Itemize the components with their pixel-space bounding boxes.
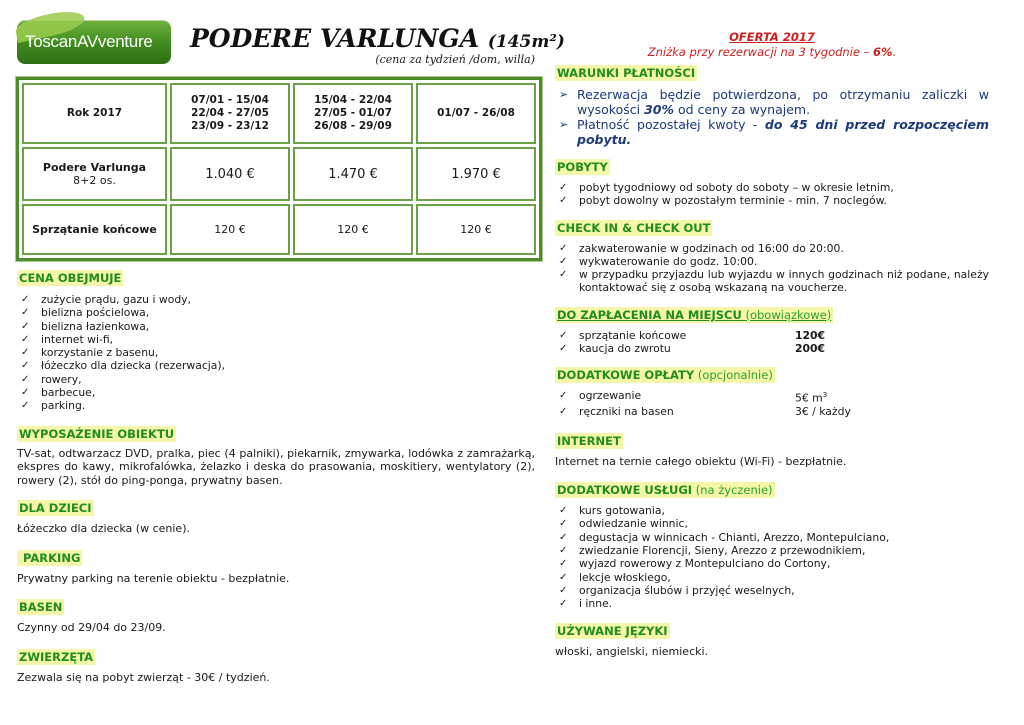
heading-paren: (na życzenie) (692, 483, 773, 498)
section-heading: BASEN (19, 600, 63, 615)
section-text: TV-sat, odtwarzacz DVD, pralka, piec (4 palniki), piekarnik, zmywarka, lodówka z zamrażarką, ekspres do kawy, mikrofalówka, żelazko i deska do prasowania, moskitiery, wentylatory (2), rowery (2), stół do ping-ponga, prywatny basen. (17, 446, 535, 487)
page-title (190, 24, 565, 53)
section-heading: WARUNKI PŁATNOŚCI (557, 66, 696, 80)
section-dzieci (17, 500, 535, 536)
price-table (16, 77, 542, 261)
list-item: ✓ zakwaterowanie w godzinach od 16:00 do 20:00. (555, 242, 989, 255)
section-miejscu (555, 307, 989, 356)
section-heading: DLA DZIECI (19, 501, 92, 516)
property-name: PODERE VARLUNGA (190, 24, 480, 53)
list-item: ✓ zużycie prądu, gazu i wody, (17, 293, 535, 306)
table-header-period-3: 01/07 - 26/08 (416, 83, 536, 144)
section-parking (17, 550, 535, 586)
item-text: Płatność pozostałej kwoty - (577, 117, 765, 132)
left-column (17, 270, 535, 684)
item-value: 120€ (795, 328, 826, 342)
table-cell: 1.970 € (416, 147, 536, 200)
item-label: ✓ sprzątanie końcowe (579, 328, 687, 342)
section-zwierzeta (17, 649, 535, 685)
offer-percent: 6% (873, 45, 893, 59)
logo-text: ToscanAVventure (25, 32, 153, 51)
included-list (17, 293, 535, 413)
page-subtitle: (cena za tydzień /dom, willa) (375, 53, 535, 66)
section-internet (555, 433, 989, 469)
section-text: Czynny od 29/04 do 23/09. (17, 621, 166, 635)
item-text: od ceny za wynajem. (673, 102, 811, 117)
table-cell: 120 € (170, 204, 290, 255)
list-item: ✓ w przypadku przyjazdu lub wyjazdu w innych godzinach niż podane, należy kontaktować się z osobą wskazaną na voucherze. (555, 268, 989, 295)
list-item: ✓ pobyt dowolny w pozostałym terminie - min. 7 noclegów. (555, 194, 989, 207)
row-label-name: Podere Varlunga (42, 161, 147, 175)
section-warunki (555, 65, 989, 147)
item-text: Rezerwacja będzie potwierdzona, po otrzymaniu zaliczki w wysokości (577, 87, 989, 117)
property-area: (145m²) (487, 32, 565, 52)
list-item (555, 405, 989, 418)
item-value: 200€ (795, 342, 826, 356)
onsite-list (555, 329, 989, 356)
section-heading: PARKING (19, 550, 81, 565)
table-row-label: Sprzątanie końcowe (22, 204, 167, 255)
offer-end: . (892, 45, 897, 59)
section-wyposazenie (17, 426, 535, 488)
section-oplaty (555, 367, 989, 418)
section-check (555, 220, 989, 295)
section-heading: ZWIERZĘTA (19, 649, 94, 664)
list-item: ✓ lekcje włoskiego, (555, 571, 989, 584)
section-text: Prywatny parking na terenie obiektu - bezpłatnie. (17, 571, 290, 585)
item-value (795, 389, 827, 405)
heading-text: DODATKOWE OPŁATY (557, 368, 695, 383)
section-heading: WYPOSAŻENIE OBIEKTU (19, 426, 175, 441)
list-item: ✓ wyjazd rowerowy z Montepulciano do Cortony, (555, 557, 989, 570)
services-list (555, 504, 989, 610)
section-heading: POBYTY (557, 160, 608, 174)
table-cell: 1.470 € (293, 147, 413, 200)
row-label-capacity: 8+2 os. (73, 174, 116, 188)
offer-title: OFERTA 2017 (729, 30, 815, 44)
item-highlight: 30% (644, 102, 674, 117)
section-uslugi (555, 482, 989, 610)
list-item (555, 389, 989, 405)
heading-text: DO ZAPŁACENIA NA MIEJSCU (557, 307, 742, 322)
list-item (555, 342, 989, 355)
item-highlight: do 45 dni przed rozpoczęciem pobytu. (577, 117, 989, 147)
section-cena (17, 270, 535, 413)
table-cell: 120 € (293, 204, 413, 255)
table-row-label (22, 147, 167, 200)
stays-list (555, 181, 989, 208)
table-cell: 1.040 € (170, 147, 290, 200)
section-pobyty (555, 159, 989, 208)
heading-paren: (obowiązkowe) (741, 307, 832, 322)
heading-paren: (opcjonalnie) (694, 368, 773, 383)
offer-box (555, 30, 989, 59)
section-jezyki (555, 623, 989, 659)
value-sup: 3 (822, 391, 828, 400)
list-item: ✓ internet wi-fi, (17, 333, 535, 346)
table-header-period-2: 15/04 - 22/04 27/05 - 01/07 26/08 - 29/09 (293, 83, 413, 144)
item-label: ✓ ręczniki na basen (579, 405, 674, 419)
list-item (555, 329, 989, 342)
list-item: ✓ rowery, (17, 373, 535, 386)
section-heading: CENA OBEJMUJE (19, 271, 122, 285)
list-item: ✓ kurs gotowania, (555, 504, 989, 517)
section-text: Internet na ternie całego obiektu (Wi-Fi) - bezpłatnie. (555, 454, 847, 468)
list-item (555, 117, 989, 147)
list-item (555, 87, 989, 117)
list-item: ✓ odwiedzanie winnic, (555, 517, 989, 530)
list-item: ✓ korzystanie z basenu, (17, 346, 535, 359)
section-heading: INTERNET (557, 433, 621, 448)
section-heading: CHECK IN & CHECK OUT (557, 220, 711, 235)
list-item: ✓ bielizna łazienkowa, (17, 320, 535, 333)
item-label: ✓ ogrzewanie (579, 389, 642, 403)
section-heading (555, 482, 775, 498)
right-column (555, 30, 989, 659)
list-item: ✓ parking. (17, 399, 535, 412)
check-list (555, 242, 989, 295)
list-item: ✓ barbecue, (17, 386, 535, 399)
table-header-year: Rok 2017 (22, 83, 167, 144)
list-item: ✓ wykwaterowanie do godz. 10:00. (555, 255, 989, 268)
section-text: Łóżeczko dla dziecka (w cenie). (17, 522, 190, 536)
list-item: ✓ i inne. (555, 597, 989, 610)
item-value: 3€ / każdy (795, 405, 851, 419)
section-text: Zezwala się na pobyt zwierząt - 30€ / tydzień. (17, 670, 270, 684)
logo (17, 20, 171, 64)
offer-description: Zniżka przy rezerwacji na 3 tygodnie – (647, 45, 874, 59)
table-header-period-1: 07/01 - 15/04 22/04 - 27/05 23/09 - 23/12 (170, 83, 290, 144)
section-basen (17, 599, 535, 635)
section-heading (555, 307, 833, 323)
list-item: ✓ łóżeczko dla dziecka (rezerwacja), (17, 359, 535, 372)
list-item: ✓ bielizna pościelowa, (17, 306, 535, 319)
section-text: włoski, angielski, niemiecki. (555, 645, 709, 659)
list-item: ✓ degustacja w winnicach - Chianti, Arezzo, Montepulciano, (555, 531, 989, 544)
value-text: 5€ m (795, 391, 823, 405)
payment-list (555, 87, 989, 147)
table-cell: 120 € (416, 204, 536, 255)
item-label: ✓ kaucja do zwrotu (579, 342, 671, 356)
section-heading (555, 367, 775, 383)
heading-text: DODATKOWE USŁUGI (557, 483, 693, 498)
list-item: ✓ pobyt tygodniowy od soboty do soboty – w okresie letnim, (555, 181, 989, 194)
list-item: ✓ organizacja ślubów i przyjęć weselnych, (555, 584, 989, 597)
list-item: ✓ zwiedzanie Florencji, Sieny, Arezzo z przewodnikiem, (555, 544, 989, 557)
extra-fees-list (555, 389, 989, 418)
section-heading: UŻYWANE JĘZYKI (557, 624, 668, 639)
offer-text (555, 45, 989, 59)
